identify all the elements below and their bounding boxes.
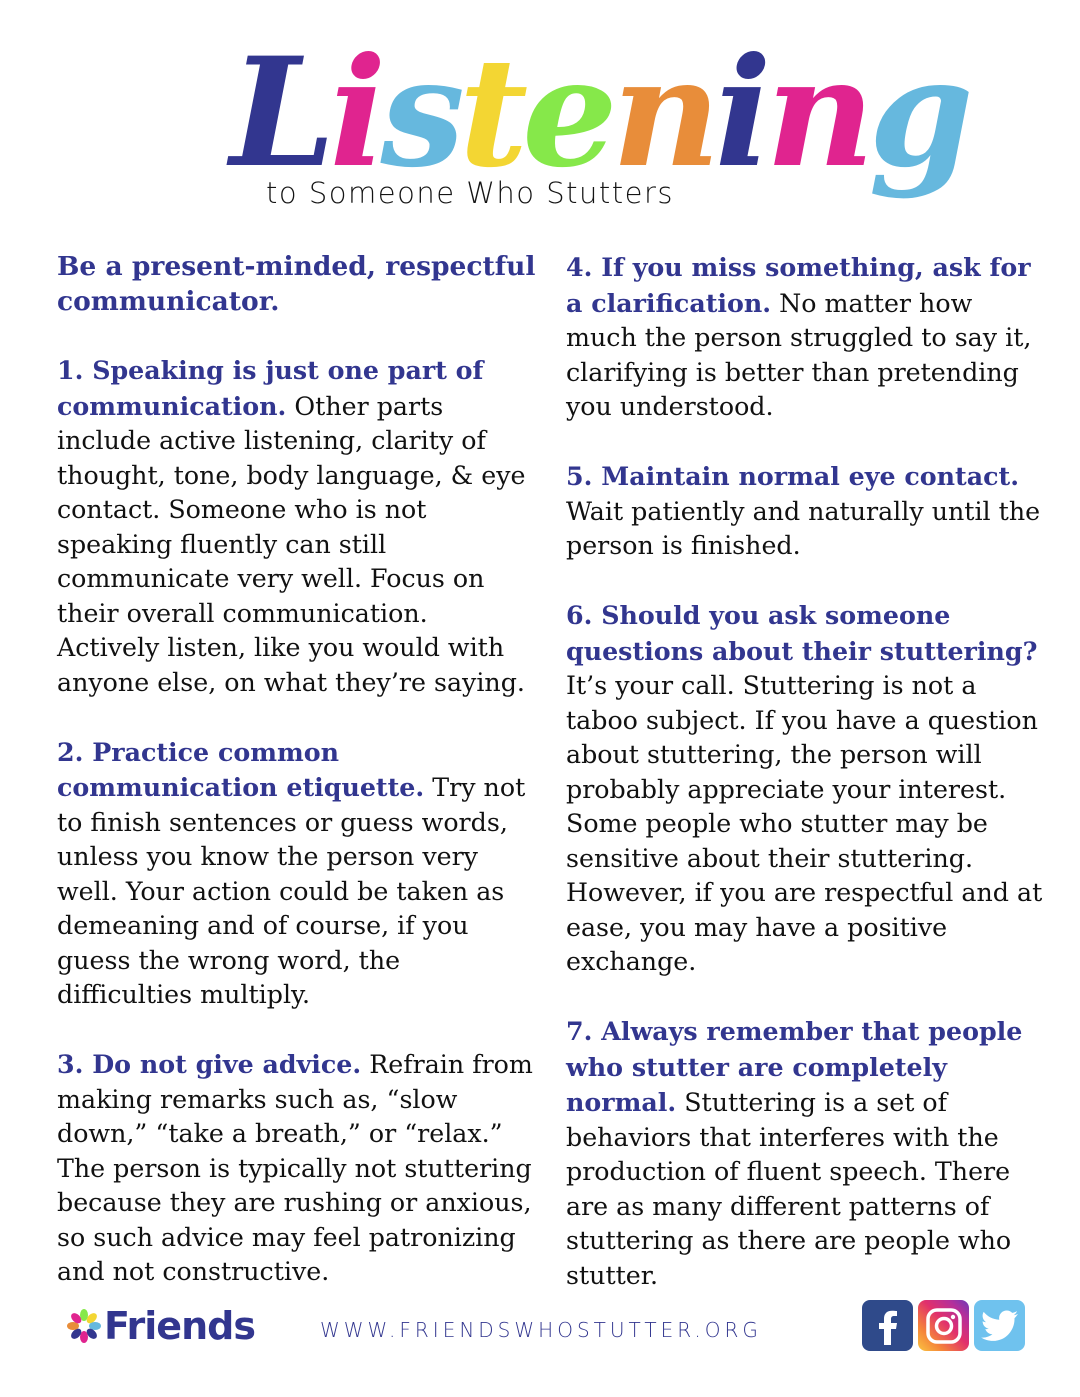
- twitter-icon: [981, 1310, 1019, 1342]
- title-letter: s: [380, 25, 459, 201]
- page-header: [0, 18, 1080, 233]
- tip-item: [57, 1047, 537, 1290]
- title-letter: e: [522, 25, 612, 201]
- title-letter: L: [230, 25, 330, 201]
- tip-body: Stuttering is a set of behaviors that interferes with the production of fluent speech. There are as many different patterns of stuttering as there are people who stutter.: [566, 1088, 1012, 1290]
- title-letter: g: [868, 25, 968, 201]
- tip-lead: 5. Maintain normal eye contact.: [566, 461, 1019, 491]
- tip-lead: 2. Practice common communication etiquette.: [57, 736, 425, 802]
- title-letter: n: [611, 25, 715, 201]
- title-letter: i: [714, 25, 766, 201]
- tip-body: Other parts include active listening, clarity of thought, tone, body language, & eye contact. Someone who is not speaking fluently can still communicate very well. Focus on their overall communication. Actively listen, like you would with anyone else, on what they’re saying.: [57, 391, 526, 697]
- social-links: [862, 1300, 1025, 1351]
- tip-item: [566, 598, 1046, 980]
- friends-logo[interactable]: [66, 1304, 255, 1348]
- tip-lead: 6. Should you ask someone questions about their stuttering?: [566, 600, 1038, 666]
- tip-item: [566, 459, 1046, 564]
- twitter-button[interactable]: [974, 1300, 1025, 1351]
- logo-text: Friends: [104, 1304, 255, 1348]
- tip-lead: 7. Always remember that people who stutter are completely normal.: [566, 1016, 1023, 1117]
- tip-lead: 1. Speaking is just one part of communication.: [57, 355, 484, 421]
- intro-heading: Be a present-minded, respectful communicator.: [57, 251, 536, 317]
- tip-body: Wait patiently and naturally until the person is finished.: [566, 496, 1041, 560]
- tip-item: [566, 1014, 1046, 1293]
- website-link[interactable]: WWW.FRIENDSWHOSTUTTER.ORG: [320, 1318, 762, 1342]
- footer: [0, 1296, 1080, 1356]
- instagram-icon: [925, 1307, 963, 1345]
- tip-body: Try not to finish sentences or guess words, unless you know the person very well. Your action could be taken as demeaning and of course, if you guess the wrong word, the difficulties multiply.: [57, 773, 526, 1009]
- facebook-icon: [873, 1307, 903, 1345]
- title-letter: n: [765, 25, 869, 201]
- tip-lead: 4. If you miss something, ask for a clarification.: [566, 252, 1031, 318]
- tip-item: [566, 250, 1046, 425]
- left-column: [57, 250, 537, 1324]
- tip-item: [57, 735, 537, 1013]
- page-subtitle: to Someone Who Stutters: [266, 176, 675, 210]
- hands-wreath-icon: [66, 1308, 102, 1344]
- tip-body: It’s your call. Stuttering is not a taboo subject. If you have a question about stuttering, the person will probably appreciate your interest. Some people who stutter may be sensitive about their stuttering. However, if you are respectful and at ease, you may have a positive exchange.: [566, 671, 1043, 976]
- tip-item: [57, 353, 537, 700]
- right-column: [566, 250, 1046, 1328]
- instagram-button[interactable]: [918, 1300, 969, 1351]
- title-letter: i: [329, 25, 381, 201]
- facebook-button[interactable]: [862, 1300, 913, 1351]
- tip-body: No matter how much the person struggled to say it, clarifying is better than pretending you understood.: [566, 288, 1032, 421]
- tip-body: Refrain from making remarks such as, “slow down,” “take a breath,” or “relax.” The person is typically not stuttering because they are rushing or anxious, so such advice may feel patronizing and not constructive.: [57, 1050, 533, 1286]
- tip-lead: 3. Do not give advice.: [57, 1049, 362, 1079]
- title-letter: t: [458, 25, 523, 201]
